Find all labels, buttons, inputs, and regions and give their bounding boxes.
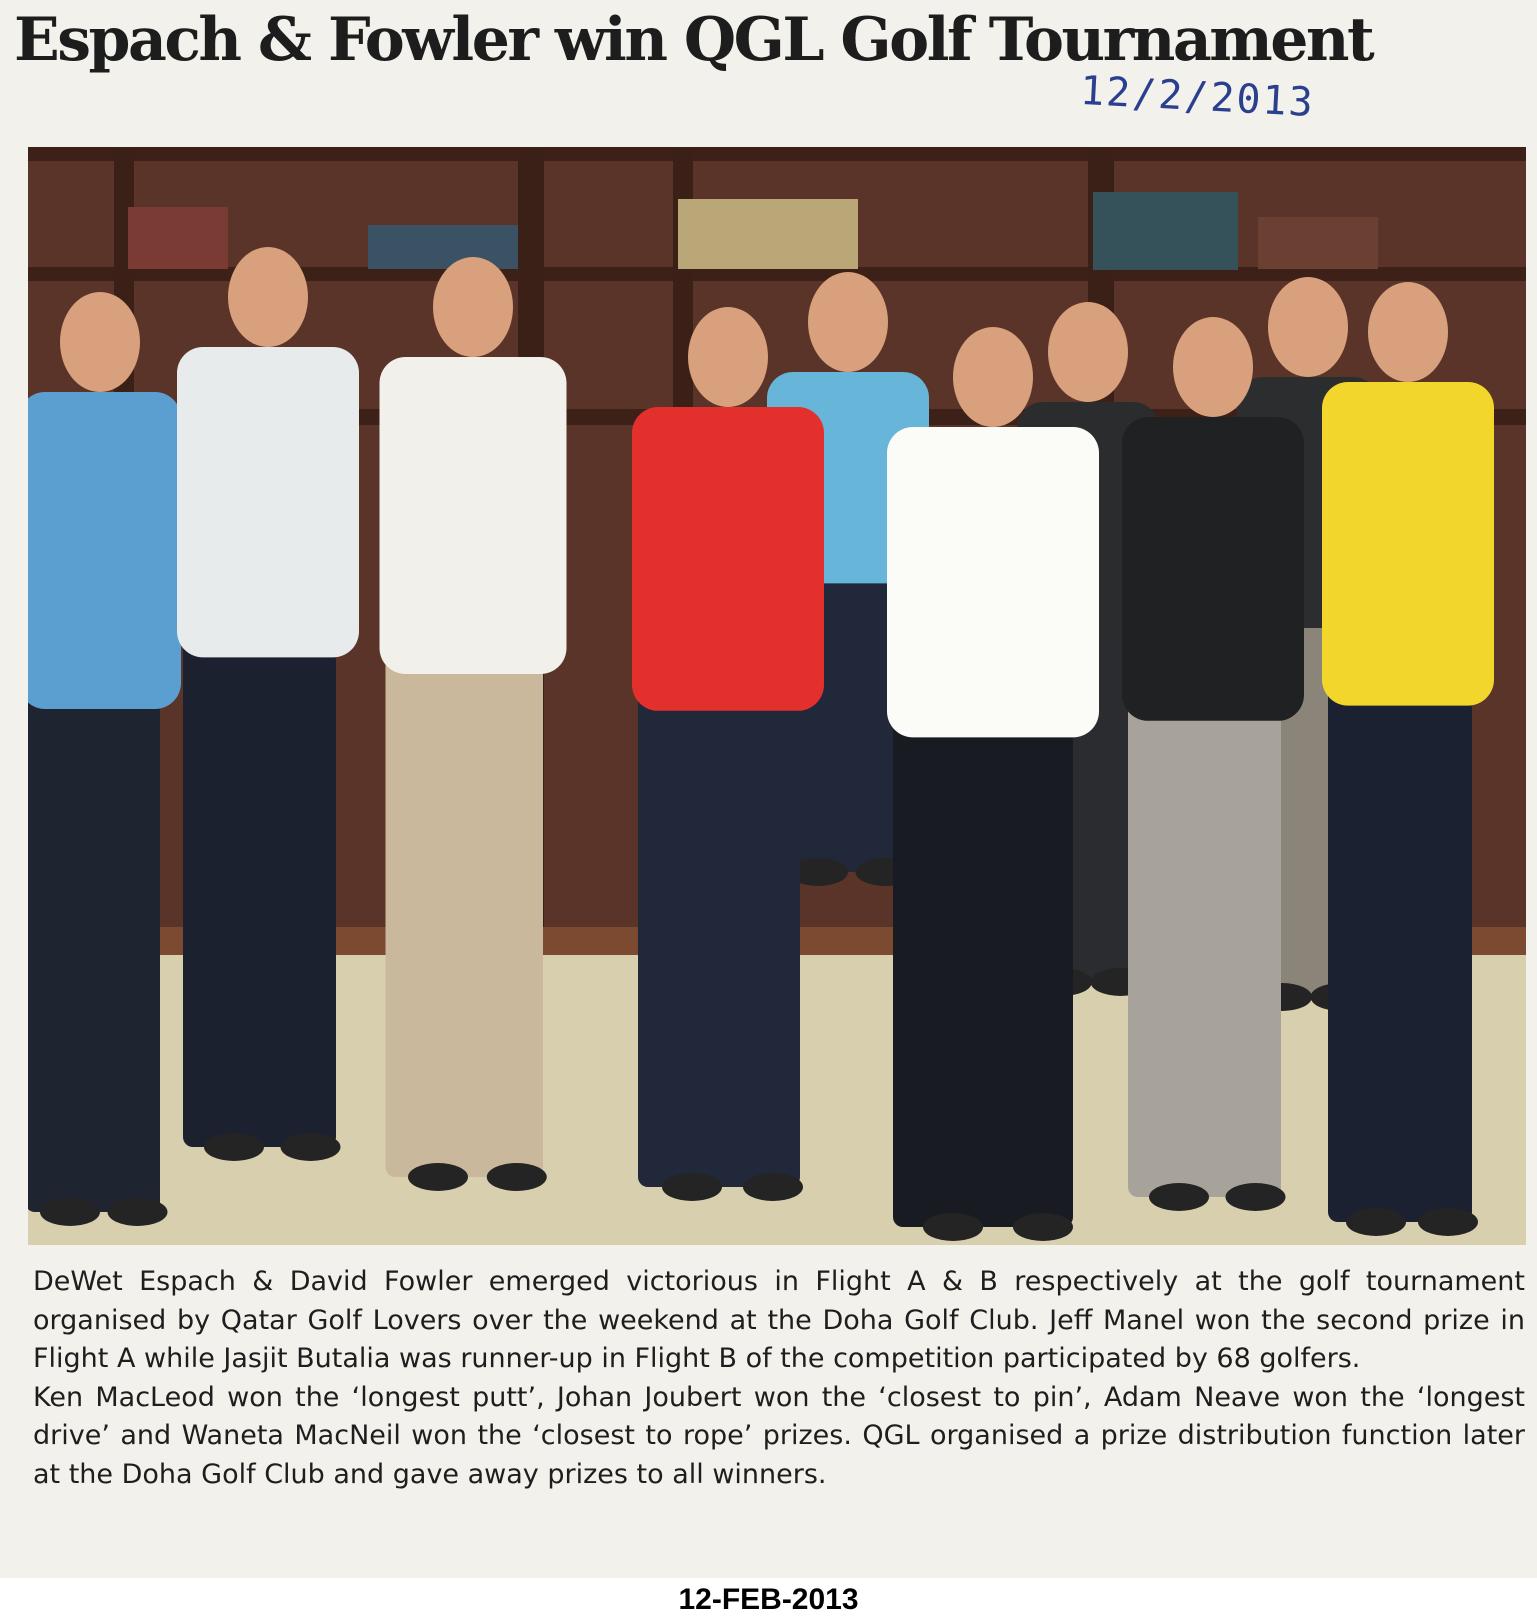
golfer-shirt: [887, 427, 1099, 737]
books: [128, 207, 228, 269]
golfer: [887, 327, 1099, 1241]
books: [368, 225, 518, 269]
shelf-top: [28, 147, 1526, 161]
golfer-pants: [28, 689, 160, 1212]
golfer-head: [1268, 277, 1348, 377]
golfer-pants: [183, 637, 336, 1147]
golfer: [1322, 282, 1494, 1236]
books: [1093, 192, 1238, 270]
group-photo: [28, 147, 1526, 1245]
golfer-pants: [638, 691, 800, 1187]
golfer-shirt: [380, 357, 567, 674]
golfer: [632, 307, 824, 1201]
golfer-shirt: [177, 347, 359, 657]
books: [1258, 217, 1378, 269]
golfer: [28, 292, 181, 1226]
golfer-shoe: [1149, 1183, 1209, 1211]
golfer-head: [1173, 317, 1253, 417]
golfer-head: [60, 292, 140, 392]
golfer-shoe: [1013, 1213, 1073, 1241]
caption-paragraph: Ken MacLeod won the ‘longest putt’, Johan Joubert won the ‘closest to pin’, Adam Neave won the ‘longest drive’ and Waneta MacNeil won the ‘closest to rope’ prizes. QGL organised a prize distribution function later at the Doha Golf Club and gave away prizes to all winners.: [33, 1381, 1525, 1490]
golfer-shirt: [28, 392, 181, 709]
golfer-shoe: [487, 1163, 547, 1191]
golfer-shoe: [1226, 1183, 1286, 1211]
golfer-shoe: [281, 1133, 341, 1161]
golfer-shirt: [1122, 417, 1304, 721]
golfer-shoe: [204, 1133, 264, 1161]
caption-paragraph: DeWet Espach & David Fowler emerged victorious in Flight A & B respectively at the golf tournament organised by Qatar Golf Lovers over the weekend at the Doha Golf Club. Jeff Manel won the second prize in Flight A while Jasjit Butalia was runner-up in Flight B of the competition participated by 68 golfers.: [33, 1266, 1525, 1375]
golfer-shirt: [632, 407, 824, 711]
print-date: 12-FEB-2013: [0, 1578, 1537, 1621]
golfer-head: [228, 247, 308, 347]
golfer-shoe: [108, 1198, 168, 1226]
golfer-pants: [1128, 701, 1281, 1197]
golfer-shoe: [40, 1198, 100, 1226]
golfer-shirt: [1322, 382, 1494, 706]
golfer: [177, 247, 359, 1161]
golfer-head: [1048, 302, 1128, 402]
headline: Espach & Fowler win QGL Golf Tournament: [14, 5, 1373, 75]
golfer-head: [688, 307, 768, 407]
golfer-pants: [1328, 686, 1472, 1222]
photo-caption: [33, 1263, 1525, 1495]
golfer: [380, 257, 567, 1191]
golfer-head: [953, 327, 1033, 427]
golfer-pants: [386, 654, 544, 1177]
golfer-shoe: [1346, 1208, 1406, 1236]
books: [678, 199, 858, 269]
golfer-head: [433, 257, 513, 357]
golfer-shoe: [408, 1163, 468, 1191]
golfer-shoe: [1418, 1208, 1478, 1236]
golfer-shoe: [743, 1173, 803, 1201]
handwritten-date: 12/2/2013: [1078, 67, 1316, 127]
group-photo-illustration: [28, 147, 1526, 1245]
golfer-pants: [893, 717, 1073, 1227]
golfer: [1122, 317, 1304, 1211]
golfer-shoe: [662, 1173, 722, 1201]
golfer-head: [808, 272, 888, 372]
golfer-shoe: [923, 1213, 983, 1241]
golfer-head: [1368, 282, 1448, 382]
